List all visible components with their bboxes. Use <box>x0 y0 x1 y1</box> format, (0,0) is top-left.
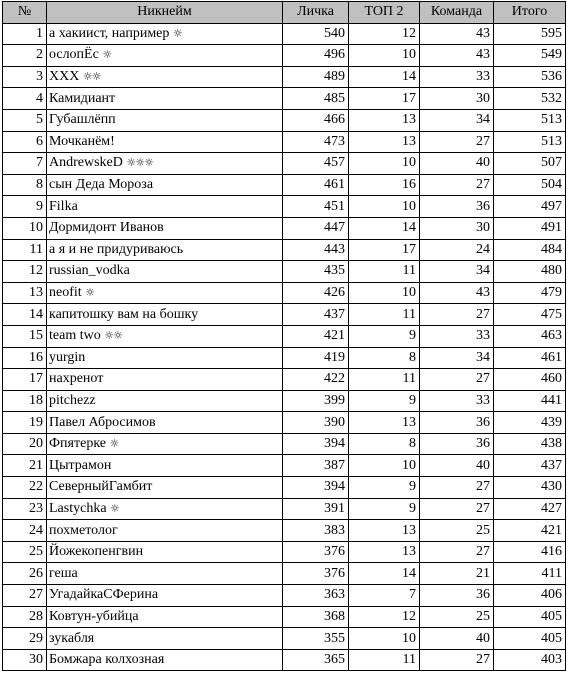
sun-icon: ☼ <box>85 286 95 300</box>
personal-score-cell: 421 <box>283 325 349 347</box>
header-total: Итого <box>494 2 566 24</box>
nickname-text: XXX <box>49 69 80 85</box>
table-row <box>3 390 566 412</box>
total-score-cell: 427 <box>494 498 566 520</box>
top2-score-cell: 10 <box>349 282 420 304</box>
table-row <box>3 455 566 477</box>
nickname-cell <box>47 304 283 326</box>
nickname-text: похметолог <box>49 522 118 538</box>
total-score-cell: 480 <box>494 261 566 283</box>
top2-score-cell: 13 <box>349 131 420 153</box>
team-score-cell: 40 <box>420 153 494 175</box>
header-top2: ТОП 2 <box>349 2 420 24</box>
top2-score-cell: 13 <box>349 520 420 542</box>
team-score-cell: 27 <box>420 498 494 520</box>
nickname-text: а я и не придуриваюсь <box>49 241 184 257</box>
team-score-cell: 43 <box>420 282 494 304</box>
personal-score-cell: 376 <box>283 563 349 585</box>
rank-cell: 12 <box>3 261 47 283</box>
rank-cell: 2 <box>3 45 47 67</box>
nickname-text: УгадайкаСФерина <box>49 587 159 603</box>
total-score-cell: 416 <box>494 541 566 563</box>
nickname-text: neofit <box>49 285 82 301</box>
total-score-cell: 479 <box>494 282 566 304</box>
top2-score-cell: 12 <box>349 23 420 45</box>
personal-score-cell: 394 <box>283 477 349 499</box>
rank-cell: 8 <box>3 174 47 196</box>
nickname-cell <box>47 390 283 412</box>
nickname-text: капитошку вам на бошку <box>49 306 199 322</box>
nickname-text: а хакиист, например <box>49 25 170 41</box>
personal-score-cell: 363 <box>283 585 349 607</box>
table-row <box>3 304 566 326</box>
total-score-cell: 421 <box>494 520 566 542</box>
total-score-cell: 405 <box>494 628 566 650</box>
sun-icon: ☼ <box>110 501 119 515</box>
top2-score-cell: 13 <box>349 109 420 131</box>
total-score-cell: 441 <box>494 390 566 412</box>
top2-score-cell: 10 <box>349 628 420 650</box>
table-row <box>3 45 566 67</box>
team-score-cell: 25 <box>420 606 494 628</box>
rank-cell: 1 <box>3 23 47 45</box>
rank-cell: 9 <box>3 196 47 218</box>
nickname-text: Камидиант <box>49 90 116 106</box>
nickname-text: Мочканём! <box>49 133 115 149</box>
nickname-text: Дормидонт Иванов <box>49 220 164 236</box>
nickname-cell <box>47 347 283 369</box>
rank-cell: 5 <box>3 109 47 131</box>
rank-cell: 24 <box>3 520 47 542</box>
top2-score-cell: 9 <box>349 477 420 499</box>
table-row <box>3 606 566 628</box>
total-score-cell: 403 <box>494 649 566 671</box>
team-score-cell: 33 <box>420 390 494 412</box>
table-row <box>3 131 566 153</box>
personal-score-cell: 365 <box>283 649 349 671</box>
nickname-cell <box>47 433 283 455</box>
nickname-text: Павел Абросимов <box>49 414 156 430</box>
team-score-cell: 43 <box>420 45 494 67</box>
nickname-cell <box>47 88 283 110</box>
team-score-cell: 30 <box>420 88 494 110</box>
personal-score-cell: 394 <box>283 433 349 455</box>
team-score-cell: 36 <box>420 585 494 607</box>
header-personal: Личка <box>283 2 349 24</box>
nickname-text: геша <box>49 565 78 581</box>
personal-score-cell: 376 <box>283 541 349 563</box>
header-row <box>3 2 566 24</box>
personal-score-cell: 419 <box>283 347 349 369</box>
team-score-cell: 36 <box>420 412 494 434</box>
total-score-cell: 438 <box>494 433 566 455</box>
rank-cell: 7 <box>3 153 47 175</box>
nickname-cell <box>47 174 283 196</box>
personal-score-cell: 447 <box>283 217 349 239</box>
rank-cell: 18 <box>3 390 47 412</box>
nickname-cell <box>47 628 283 650</box>
rank-cell: 6 <box>3 131 47 153</box>
nickname-text: зукабля <box>49 630 95 646</box>
total-score-cell: 475 <box>494 304 566 326</box>
top2-score-cell: 9 <box>349 498 420 520</box>
personal-score-cell: 390 <box>283 412 349 434</box>
top2-score-cell: 8 <box>349 433 420 455</box>
team-score-cell: 27 <box>420 304 494 326</box>
top2-score-cell: 14 <box>349 217 420 239</box>
nickname-cell <box>47 541 283 563</box>
total-score-cell: 497 <box>494 196 566 218</box>
personal-score-cell: 422 <box>283 369 349 391</box>
top2-score-cell: 13 <box>349 412 420 434</box>
personal-score-cell: 496 <box>283 45 349 67</box>
nickname-text: russian_vodka <box>49 263 130 279</box>
personal-score-cell: 399 <box>283 390 349 412</box>
table-row <box>3 347 566 369</box>
team-score-cell: 21 <box>420 563 494 585</box>
personal-score-cell: 383 <box>283 520 349 542</box>
nickname-cell <box>47 23 283 45</box>
rank-cell: 15 <box>3 325 47 347</box>
nickname-cell <box>47 563 283 585</box>
rank-cell: 23 <box>3 498 47 520</box>
rank-cell: 16 <box>3 347 47 369</box>
nickname-cell <box>47 477 283 499</box>
rank-cell: 26 <box>3 563 47 585</box>
nickname-cell <box>47 196 283 218</box>
team-score-cell: 43 <box>420 23 494 45</box>
table-row <box>3 66 566 88</box>
nickname-cell <box>47 498 283 520</box>
total-score-cell: 532 <box>494 88 566 110</box>
total-score-cell: 463 <box>494 325 566 347</box>
personal-score-cell: 457 <box>283 153 349 175</box>
nickname-text: СеверныйГамбит <box>49 479 153 495</box>
standings-table <box>2 1 566 671</box>
personal-score-cell: 435 <box>283 261 349 283</box>
top2-score-cell: 14 <box>349 66 420 88</box>
table-row <box>3 369 566 391</box>
personal-score-cell: 387 <box>283 455 349 477</box>
rank-cell: 4 <box>3 88 47 110</box>
nickname-text: нахренот <box>49 371 104 387</box>
table-row <box>3 217 566 239</box>
personal-score-cell: 426 <box>283 282 349 304</box>
top2-score-cell: 10 <box>349 45 420 67</box>
nickname-cell <box>47 239 283 261</box>
total-score-cell: 536 <box>494 66 566 88</box>
rank-cell: 17 <box>3 369 47 391</box>
nickname-cell <box>47 649 283 671</box>
team-score-cell: 27 <box>420 369 494 391</box>
total-score-cell: 430 <box>494 477 566 499</box>
total-score-cell: 437 <box>494 455 566 477</box>
personal-score-cell: 368 <box>283 606 349 628</box>
nickname-cell <box>47 131 283 153</box>
nickname-cell <box>47 66 283 88</box>
personal-score-cell: 489 <box>283 66 349 88</box>
nickname-text: Губашлёпп <box>49 112 116 128</box>
team-score-cell: 33 <box>420 325 494 347</box>
table-row <box>3 498 566 520</box>
rank-cell: 28 <box>3 606 47 628</box>
table-row <box>3 412 566 434</box>
table-row <box>3 563 566 585</box>
total-score-cell: 507 <box>494 153 566 175</box>
top2-score-cell: 10 <box>349 196 420 218</box>
sun-icon: ☼ <box>172 26 182 40</box>
nickname-text: AndrewskeD <box>49 155 123 171</box>
personal-score-cell: 443 <box>283 239 349 261</box>
personal-score-cell: 466 <box>283 109 349 131</box>
total-score-cell: 504 <box>494 174 566 196</box>
rank-cell: 11 <box>3 239 47 261</box>
sun-icon: ☼ <box>109 437 119 451</box>
top2-score-cell: 13 <box>349 541 420 563</box>
nickname-text: Йожекопенгвин <box>49 544 144 560</box>
sun-icon: ☼☼ <box>82 70 101 84</box>
rank-cell: 29 <box>3 628 47 650</box>
sun-icon: ☼☼☼ <box>126 156 153 170</box>
top2-score-cell: 11 <box>349 304 420 326</box>
nickname-cell <box>47 412 283 434</box>
table-row <box>3 174 566 196</box>
team-score-cell: 30 <box>420 217 494 239</box>
top2-score-cell: 10 <box>349 153 420 175</box>
table-row <box>3 585 566 607</box>
nickname-text: Цытрамон <box>49 457 112 473</box>
total-score-cell: 549 <box>494 45 566 67</box>
table-row <box>3 477 566 499</box>
total-score-cell: 439 <box>494 412 566 434</box>
nickname-cell <box>47 109 283 131</box>
rank-cell: 19 <box>3 412 47 434</box>
table-row <box>3 88 566 110</box>
team-score-cell: 27 <box>420 174 494 196</box>
personal-score-cell: 437 <box>283 304 349 326</box>
sun-icon: ☼☼ <box>104 329 122 343</box>
total-score-cell: 460 <box>494 369 566 391</box>
nickname-text: ослопЁс <box>49 47 99 63</box>
table-body <box>3 23 566 671</box>
table-row <box>3 520 566 542</box>
top2-score-cell: 11 <box>349 649 420 671</box>
team-score-cell: 34 <box>420 109 494 131</box>
top2-score-cell: 11 <box>349 369 420 391</box>
header-rank: № <box>3 2 47 24</box>
total-score-cell: 595 <box>494 23 566 45</box>
sun-icon: ☼ <box>102 48 112 62</box>
nickname-cell <box>47 282 283 304</box>
nickname-cell <box>47 585 283 607</box>
rank-cell: 25 <box>3 541 47 563</box>
nickname-cell <box>47 217 283 239</box>
top2-score-cell: 9 <box>349 325 420 347</box>
nickname-cell <box>47 369 283 391</box>
table-row <box>3 649 566 671</box>
rank-cell: 22 <box>3 477 47 499</box>
nickname-text: Бомжара колхозная <box>49 652 165 668</box>
top2-score-cell: 11 <box>349 261 420 283</box>
top2-score-cell: 12 <box>349 606 420 628</box>
top2-score-cell: 17 <box>349 88 420 110</box>
top2-score-cell: 14 <box>349 563 420 585</box>
personal-score-cell: 473 <box>283 131 349 153</box>
table-row <box>3 325 566 347</box>
total-score-cell: 411 <box>494 563 566 585</box>
nickname-cell <box>47 325 283 347</box>
personal-score-cell: 391 <box>283 498 349 520</box>
team-score-cell: 36 <box>420 196 494 218</box>
nickname-cell <box>47 520 283 542</box>
top2-score-cell: 8 <box>349 347 420 369</box>
total-score-cell: 461 <box>494 347 566 369</box>
top2-score-cell: 9 <box>349 390 420 412</box>
rank-cell: 3 <box>3 66 47 88</box>
nickname-text: team two <box>49 328 101 344</box>
team-score-cell: 36 <box>420 433 494 455</box>
nickname-text: сын Деда Мороза <box>49 177 154 193</box>
personal-score-cell: 540 <box>283 23 349 45</box>
table-header <box>3 2 566 24</box>
top2-score-cell: 17 <box>349 239 420 261</box>
rank-cell: 27 <box>3 585 47 607</box>
nickname-cell <box>47 261 283 283</box>
team-score-cell: 24 <box>420 239 494 261</box>
header-team: Команда <box>420 2 494 24</box>
table-row <box>3 261 566 283</box>
total-score-cell: 513 <box>494 131 566 153</box>
nickname-text: Фпятерке <box>49 436 106 452</box>
table-row <box>3 153 566 175</box>
rank-cell: 21 <box>3 455 47 477</box>
nickname-cell <box>47 455 283 477</box>
rank-cell: 10 <box>3 217 47 239</box>
total-score-cell: 491 <box>494 217 566 239</box>
nickname-cell <box>47 45 283 67</box>
rank-cell: 20 <box>3 433 47 455</box>
top2-score-cell: 16 <box>349 174 420 196</box>
nickname-text: pitchezz <box>49 392 96 408</box>
total-score-cell: 513 <box>494 109 566 131</box>
total-score-cell: 484 <box>494 239 566 261</box>
team-score-cell: 27 <box>420 477 494 499</box>
personal-score-cell: 451 <box>283 196 349 218</box>
header-nickname: Никнейм <box>47 2 283 24</box>
table-row <box>3 282 566 304</box>
total-score-cell: 406 <box>494 585 566 607</box>
table-row <box>3 628 566 650</box>
team-score-cell: 34 <box>420 347 494 369</box>
table-row <box>3 433 566 455</box>
top2-score-cell: 10 <box>349 455 420 477</box>
personal-score-cell: 461 <box>283 174 349 196</box>
rank-cell: 14 <box>3 304 47 326</box>
nickname-text: Ковтун-убийца <box>49 608 139 624</box>
table-row <box>3 23 566 45</box>
team-score-cell: 25 <box>420 520 494 542</box>
table-row <box>3 541 566 563</box>
table-row <box>3 239 566 261</box>
nickname-cell <box>47 606 283 628</box>
rank-cell: 13 <box>3 282 47 304</box>
team-score-cell: 27 <box>420 541 494 563</box>
nickname-text: Lastychka <box>49 500 107 516</box>
personal-score-cell: 485 <box>283 88 349 110</box>
nickname-text: yurgin <box>49 349 86 365</box>
nickname-cell <box>47 153 283 175</box>
total-score-cell: 405 <box>494 606 566 628</box>
rank-cell: 30 <box>3 649 47 671</box>
table-row <box>3 196 566 218</box>
personal-score-cell: 355 <box>283 628 349 650</box>
team-score-cell: 34 <box>420 261 494 283</box>
nickname-text: Filka <box>49 198 78 214</box>
top2-score-cell: 7 <box>349 585 420 607</box>
team-score-cell: 27 <box>420 649 494 671</box>
team-score-cell: 40 <box>420 455 494 477</box>
team-score-cell: 27 <box>420 131 494 153</box>
table-row <box>3 109 566 131</box>
team-score-cell: 40 <box>420 628 494 650</box>
team-score-cell: 33 <box>420 66 494 88</box>
